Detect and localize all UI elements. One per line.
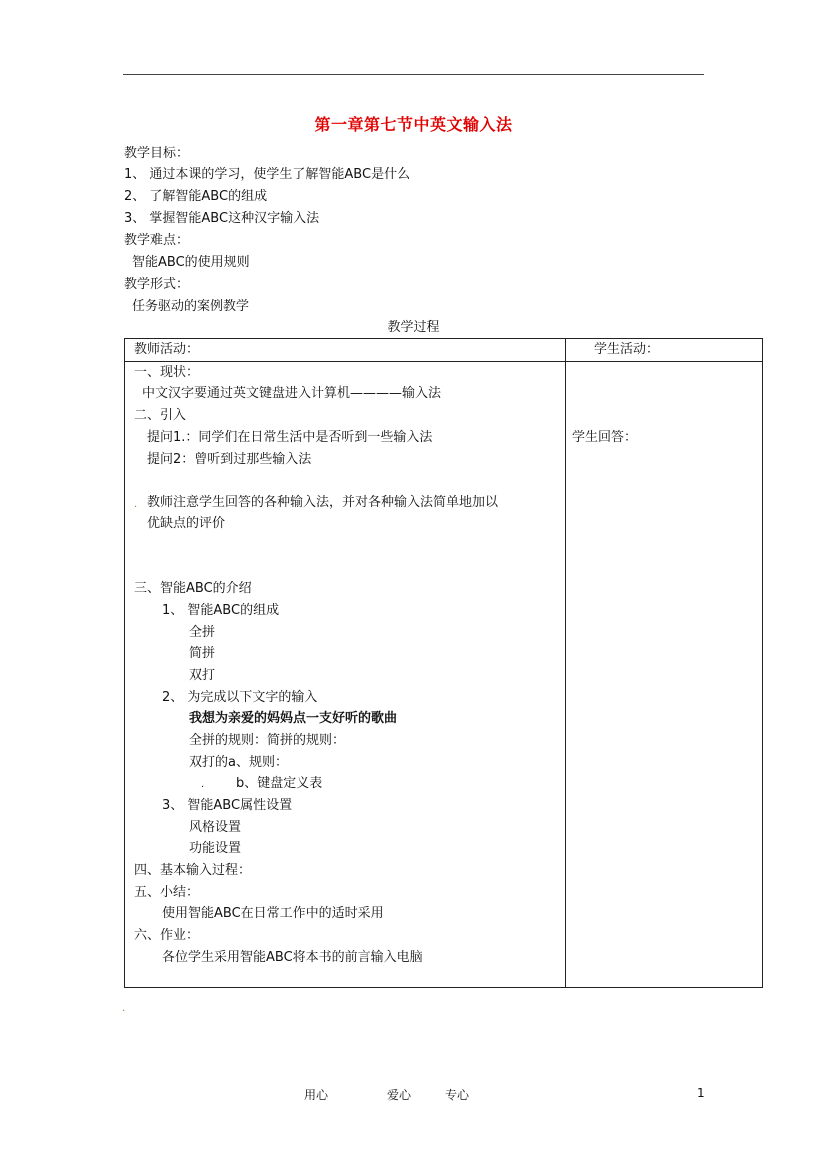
teacher-line: 一、现状： — [134, 365, 200, 380]
stray-dot: . — [134, 499, 138, 510]
teacher-line: 全拼 — [189, 625, 216, 640]
teacher-line: 功能设置 — [189, 841, 242, 856]
teacher-line: 3、 智能ABC属性设置 — [162, 798, 293, 813]
teacher-line: 风格设置 — [189, 820, 242, 835]
teacher-line: 双打的a、规则： — [189, 755, 288, 770]
teacher-line: 六、作业： — [134, 928, 200, 943]
goals-heading: 教学目标： — [124, 146, 190, 161]
student-answer: 学生回答： — [572, 430, 638, 445]
footer-motto-2: 爱心 — [387, 1088, 412, 1102]
stray-dot: . — [122, 1003, 126, 1014]
teacher-line: 各位学生采用智能ABC将本书的前言输入电脑 — [162, 950, 423, 965]
stray-dot: . — [201, 779, 205, 790]
goal-item: 2、 了解智能ABC的组成 — [124, 189, 268, 204]
form-text: 任务驱动的案例教学 — [132, 299, 250, 314]
goal-item: 1、 通过本课的学习，使学生了解智能ABC是什么 — [124, 167, 411, 182]
teacher-line: 1、 智能ABC的组成 — [162, 603, 280, 618]
difficulty-heading: 教学难点： — [124, 233, 190, 248]
teacher-line: 双打 — [189, 668, 216, 683]
difficulty-text: 智能ABC的使用规则 — [132, 255, 250, 270]
student-activity-header: 学生活动： — [594, 342, 660, 357]
teacher-line-emphasis: 我想为亲爱的妈妈点一支好听的歌曲 — [189, 711, 398, 726]
page-number: 1 — [697, 1086, 705, 1100]
footer-motto-3: 专心 — [445, 1088, 470, 1102]
teacher-line: 五、小结： — [134, 885, 200, 900]
footer-motto-1: 用心 — [304, 1088, 329, 1102]
teacher-line: 简拼 — [189, 646, 216, 661]
teacher-line: 三、智能ABC的介绍 — [134, 581, 252, 596]
process-heading: 教学过程 — [387, 320, 440, 335]
header-row-divider — [125, 361, 762, 362]
teacher-activity-header: 教师活动： — [134, 342, 200, 357]
teacher-line: 提问1.：同学们在日常生活中是否听到一些输入法 — [147, 430, 433, 445]
teacher-line: 教师注意学生回答的各种输入法，并对各种输入法简单地加以 — [147, 495, 499, 510]
document-title: 第一章第七节中英文输入法 — [314, 115, 513, 134]
teacher-line: 二、引入 — [134, 408, 187, 423]
teacher-line: 2、 为完成以下文字的输入 — [162, 690, 318, 705]
teacher-line: 优缺点的评价 — [147, 516, 226, 531]
teacher-line: 使用智能ABC在日常工作中的适时采用 — [162, 906, 384, 921]
goal-item: 3、 掌握智能ABC这种汉字输入法 — [124, 211, 320, 226]
column-divider — [565, 339, 566, 987]
teacher-line: 全拼的规则：简拼的规则： — [189, 733, 346, 748]
teacher-line: 四、基本输入过程： — [134, 863, 252, 878]
teacher-line: 中文汉字要通过英文键盘进入计算机————输入法 — [142, 386, 442, 401]
teacher-line: 提问2：曾听到过那些输入法 — [147, 452, 312, 467]
form-heading: 教学形式： — [124, 277, 190, 292]
header-rule — [123, 74, 704, 75]
lesson-table — [124, 338, 763, 988]
teacher-line: b、键盘定义表 — [236, 776, 323, 791]
